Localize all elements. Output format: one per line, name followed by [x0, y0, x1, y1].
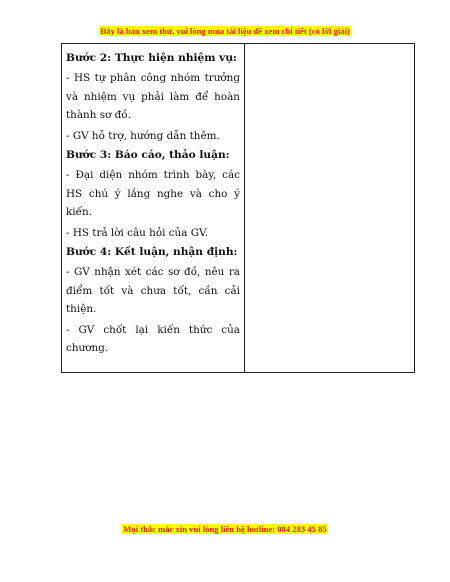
preview-notice-banner [0, 26, 450, 37]
step2-item-1: - HS tự phân công nhóm trưởng và nhiệm vụ phải làm để hoàn thành sơ đồ. [66, 72, 240, 121]
step4-item-2: - GV chốt lại kiến thức của chương. [66, 323, 240, 354]
step3-item-1: - Đại diện nhóm trình bày, các HS chú ý lắng nghe và cho ý kiến. [66, 169, 240, 218]
activity-steps-cell [62, 44, 245, 372]
step2-heading: Bước 2: Thực hiện nhiệm vụ: [66, 52, 237, 64]
step4-heading: Bước 4: Kết luận, nhận định: [66, 246, 238, 258]
step4-item-1: - GV nhận xét các sơ đồ, nêu ra điểm tốt và chưa tốt, cần cải thiện. [66, 266, 240, 315]
step3-heading: Bước 3: Báo cáo, thảo luận: [66, 149, 230, 161]
product-cell [245, 44, 414, 372]
step2-item-2: - GV hỗ trợ, hướng dẫn thêm. [66, 129, 220, 142]
lesson-activity-table [61, 43, 415, 373]
hotline-text: Mọi thắc mắc xin vui lòng liên hệ hotline: 084 283 45 85 [123, 524, 327, 534]
preview-notice-text: Đây là bản xem thử, vui lòng mua tài liệu để xem chi tiết (có lời giải) [100, 26, 350, 36]
hotline-banner [0, 524, 450, 535]
step3-item-2: - HS trả lời câu hỏi của GV. [66, 226, 209, 239]
